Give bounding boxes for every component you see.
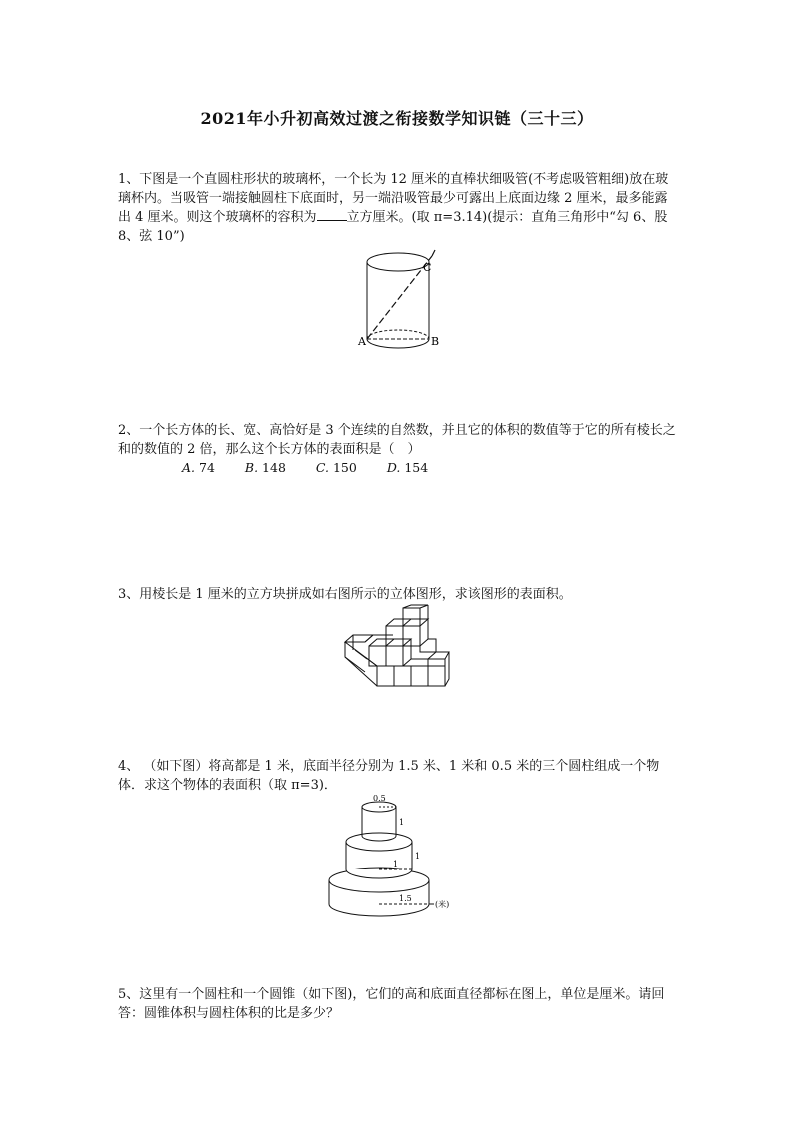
point-c-label: C	[423, 261, 432, 274]
radius-big-label: 1.5	[399, 894, 412, 903]
point-a-label: A	[358, 335, 366, 348]
question-1-text-b: 立方厘米。(取 π=3.14)(提示：直角三角形中“勾 6、股 8、弦 10”)	[118, 210, 668, 244]
option-b: B. 148	[244, 460, 286, 475]
question-2-text: 2、一个长方体的长、宽、高恰好是 3 个连续的自然数，并且它的体积的数值等于它的所有棱长之和的数值的 2 倍，那么这个长方体的表面积是（ ）	[118, 423, 676, 457]
point-b-label: B	[431, 335, 440, 348]
option-d: D. 154	[386, 460, 429, 475]
cylinder-glass-figure	[352, 244, 442, 350]
question-1	[118, 171, 678, 246]
unit-label: (米)	[435, 900, 450, 909]
height-top-label: 1	[399, 818, 405, 827]
answer-blank	[317, 208, 347, 221]
height-mid-label: 1	[415, 852, 421, 861]
question-2-options	[182, 459, 678, 478]
option-c: C. 150	[315, 460, 357, 475]
radius-small-label: 0.5	[373, 794, 386, 803]
question-5: 5、这里有一个圆柱和一个圆锥（如下图)，它们的高和底面直径都标在图上，单位是厘米。请回答：圆锥体积与圆柱体积的比是多少？	[118, 987, 665, 1021]
question-3: 3、用棱长是 1 厘米的立方块拼成如右图所示的立体图形，求该图形的表面积。	[118, 587, 572, 602]
question-2	[118, 422, 678, 478]
option-a: A. 74	[182, 460, 215, 475]
stacked-cylinders-figure	[326, 791, 466, 919]
cube-stack-figure	[344, 604, 454, 690]
radius-mid-label: 1	[393, 860, 399, 869]
question-4: 4、 （如下图）将高都是 1 米，底面半径分别为 1.5 米、1 米和 0.5 米的三个圆柱组成一个物体．求这个物体的表面积（取 π=3)．	[118, 759, 660, 793]
question-1-text-a: 1、下图是一个直圆柱形状的玻璃杯，一个长为 12 厘米的直棒状细吸管(不考虑吸管粗细)放在玻璃杯内。当吸管一端接触圆柱下底面时，另一端沿吸管最少可露出上底面边缘 2 厘米，最多能露出 4 厘米。则这个玻璃杯的容积为	[118, 172, 669, 225]
page-title: 2021年小升初高效过渡之衔接数学知识链（三十三）	[200, 109, 594, 128]
